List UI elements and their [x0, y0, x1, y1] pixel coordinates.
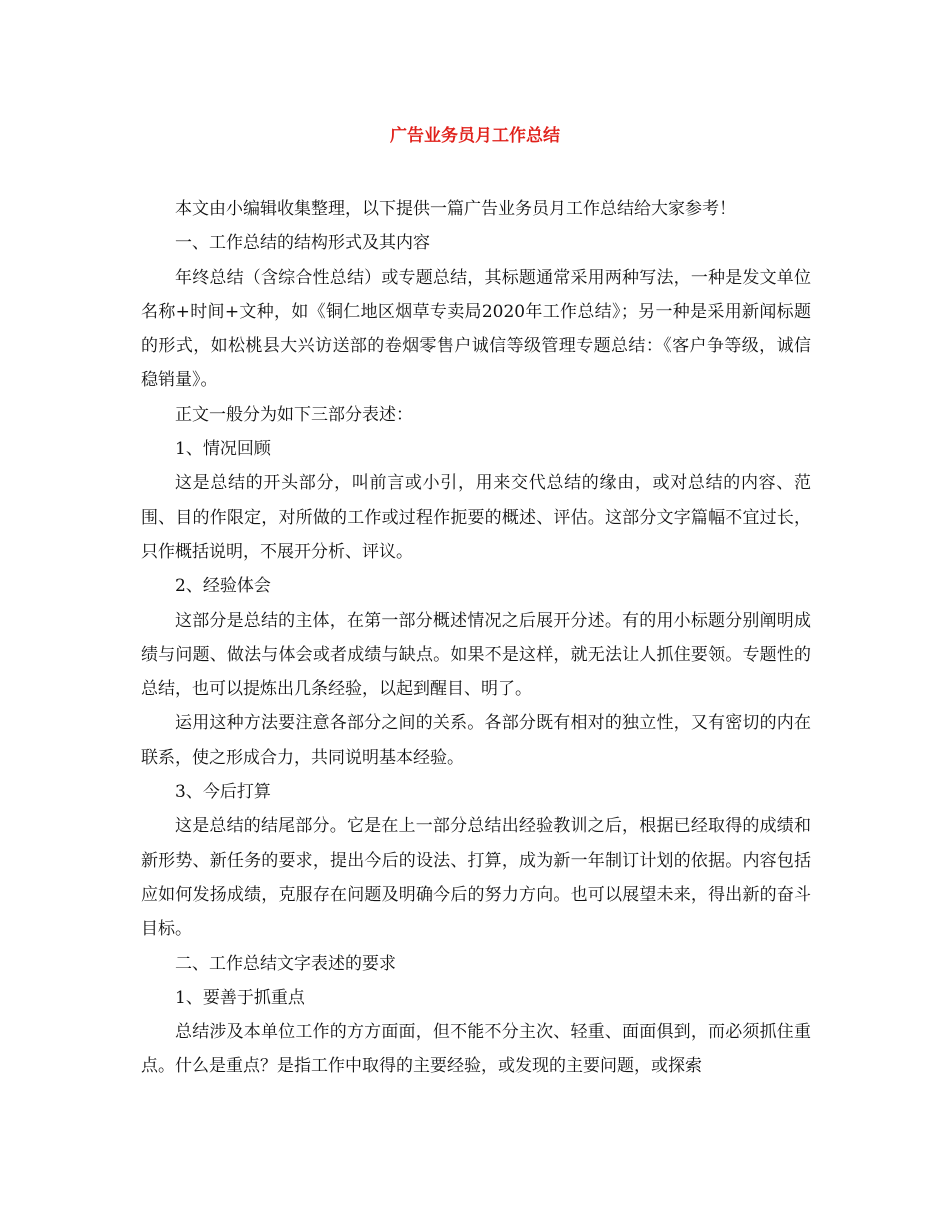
subheading: 2、经验体会	[175, 576, 271, 597]
document-body	[141, 192, 811, 1084]
subheading: 3、今后打算	[175, 782, 271, 803]
paragraph: 这是总结的结尾部分。它是在上一部分总结出经验教训之后，根据已经取得的成绩和新形势、新任务的要求，提出今后的设法、打算，成为新一年制订计划的依据。内容包括应如何发扬成绩，克服存在问题及明确今后的努力方向。也可以展望未来，得出新的奋斗目标。	[141, 816, 811, 940]
document-title: 广告业务员月工作总结	[390, 126, 560, 146]
heading-section-1: 一、工作总结的结构形式及其内容	[175, 233, 430, 254]
paragraph: 这是总结的开头部分，叫前言或小引，用来交代总结的缘由，或对总结的内容、范围、目的作限定，对所做的工作或过程作扼要的概述、评估。这部分文字篇幅不宜过长，只作概括说明，不展开分析、评议。	[141, 473, 811, 562]
paragraph: 正文一般分为如下三部分表述：	[175, 404, 413, 425]
paragraph: 年终总结（含综合性总结）或专题总结，其标题通常采用两种写法，一种是发文单位名称+时间+文种，如《铜仁地区烟草专卖局2020年工作总结》；另一种是采用新闻标题的形式，如松桃县大兴访送部的卷烟零售户诚信等级管理专题总结：《客户争等级，诚信稳销量》。	[141, 267, 811, 391]
subheading: 1、情况回顾	[175, 439, 271, 460]
heading-section-2: 二、工作总结文字表述的要求	[175, 953, 396, 974]
paragraph: 总结涉及本单位工作的方方面面，但不能不分主次、轻重、面面俱到，而必须抓住重点。什么是重点？是指工作中取得的主要经验，或发现的主要问题，或探索	[141, 1022, 811, 1077]
paragraph-intro: 本文由小编辑收集整理，以下提供一篇广告业务员月工作总结给大家参考！	[175, 199, 736, 219]
paragraph: 这部分是总结的主体，在第一部分概述情况之后展开分述。有的用小标题分别阐明成绩与问题、做法与体会或者成绩与缺点。如果不是这样，就无法让人抓住要领。专题性的总结，也可以提炼出几条经验，以起到醒目、明了。	[141, 610, 811, 700]
paragraph: 运用这种方法要注意各部分之间的关系。各部分既有相对的独立性，又有密切的内在联系，使之形成合力，共同说明基本经验。	[141, 713, 811, 768]
subheading: 1、要善于抓重点	[175, 987, 305, 1008]
